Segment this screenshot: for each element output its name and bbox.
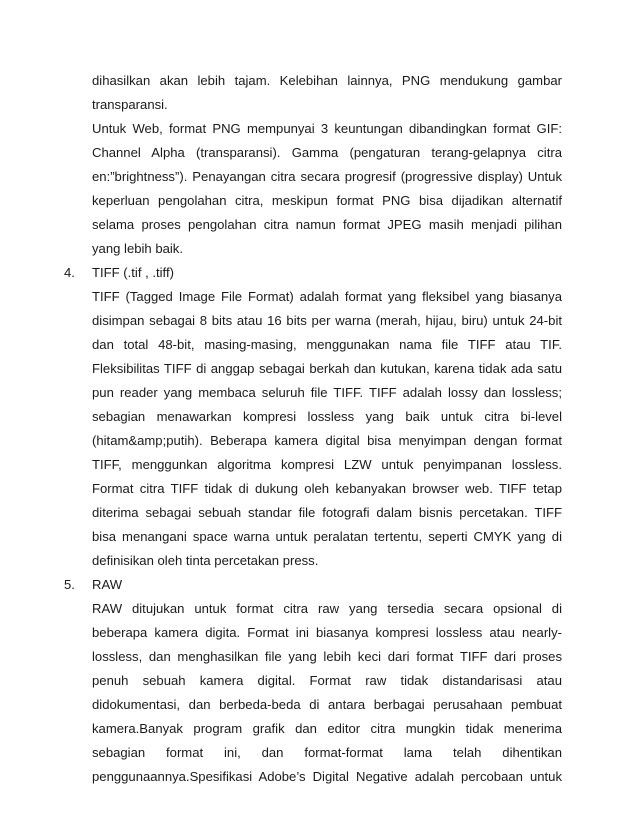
paragraph-line: en:”brightness”). Penayangan citra secara progresif (progressive display) Untuk	[92, 169, 562, 184]
paragraph-line: Fleksibilitas TIFF di anggap sebagai berkah dan kutukan, karena tidak ada satu	[92, 361, 562, 376]
list-item-number: 5.	[64, 577, 75, 592]
paragraph-line: disimpan sebagai 8 bits atau 16 bits per warna (merah, hijau, biru) untuk 24-bit	[92, 313, 562, 328]
paragraph-line: TIFF, menggunkan algoritma kompresi LZW untuk penyimpanan lossless.	[92, 457, 562, 472]
paragraph-line: penuh sebuah kamera digital. Format raw tidak distandarisasi atau	[92, 673, 562, 688]
paragraph-line: (hitam&amp;putih). Beberapa kamera digital bisa menyimpan dengan format	[92, 433, 562, 448]
paragraph-line: keperluan pengolahan citra, meskipun format PNG bisa dijadikan alternatif	[92, 193, 562, 208]
paragraph-line: dan total 48-bit, masing-masing, menggunakan nama file TIFF atau TIF.	[92, 337, 562, 352]
paragraph-line: pun reader yang membaca seluruh file TIFF. TIFF adalah lossy dan lossless;	[92, 385, 562, 400]
paragraph-line: lossless, dan menghasilkan file yang lebih keci dari format TIFF dari proses	[92, 649, 562, 664]
paragraph-line: definisikan oleh tinta percetakan press.	[92, 553, 319, 568]
paragraph-line: TIFF (Tagged Image File Format) adalah format yang fleksibel yang biasanya	[92, 289, 562, 304]
paragraph-line: sebagian menawarkan kompresi lossless yang baik untuk citra bi-level	[92, 409, 562, 424]
paragraph-line: sebagian format ini, dan format-format lama telah dihentikan	[92, 745, 562, 760]
paragraph-line: RAW ditujukan untuk format citra raw yang tersedia secara opsional di	[92, 601, 562, 616]
paragraph-line: diterima sebagai sebuah standar file fotografi dalam bisnis percetakan. TIFF	[92, 505, 562, 520]
list-item-title: TIFF (.tif , .tiff)	[92, 265, 174, 280]
paragraph-line: kamera.Banyak program grafik dan editor citra mungkin tidak menerima	[92, 721, 562, 736]
paragraph-line: Untuk Web, format PNG mempunyai 3 keuntungan dibandingkan format GIF:	[92, 121, 562, 136]
list-item-title: RAW	[92, 577, 123, 592]
paragraph-line: Format citra TIFF tidak di dukung oleh kebanyakan browser web. TIFF tetap	[92, 481, 562, 496]
paragraph-line: yang lebih baik.	[92, 241, 183, 256]
paragraph-line: dihasilkan akan lebih tajam. Kelebihan lainnya, PNG mendukung gambar	[92, 73, 562, 88]
paragraph-line: bisa menangani space warna untuk peralatan tertentu, seperti CMYK yang di	[92, 529, 562, 544]
paragraph-line: selama proses pengolahan citra namun format JPEG masih menjadi pilihan	[92, 217, 562, 232]
paragraph-line: didokumentasi, dan berbeda-beda di antara berbagai perusahaan pembuat	[92, 697, 562, 712]
paragraph-line: Channel Alpha (transparansi). Gamma (pengaturan terang-gelapnya citra	[92, 145, 562, 160]
list-item-number: 4.	[64, 265, 75, 280]
paragraph-line: penggunaannya.Spesifikasi Adobe’s Digital Negative adalah percobaan untuk	[92, 769, 562, 784]
paragraph-line: beberapa kamera digita. Format ini biasanya kompresi lossless atau nearly-	[92, 625, 562, 640]
paragraph-line: transparansi.	[92, 97, 168, 112]
